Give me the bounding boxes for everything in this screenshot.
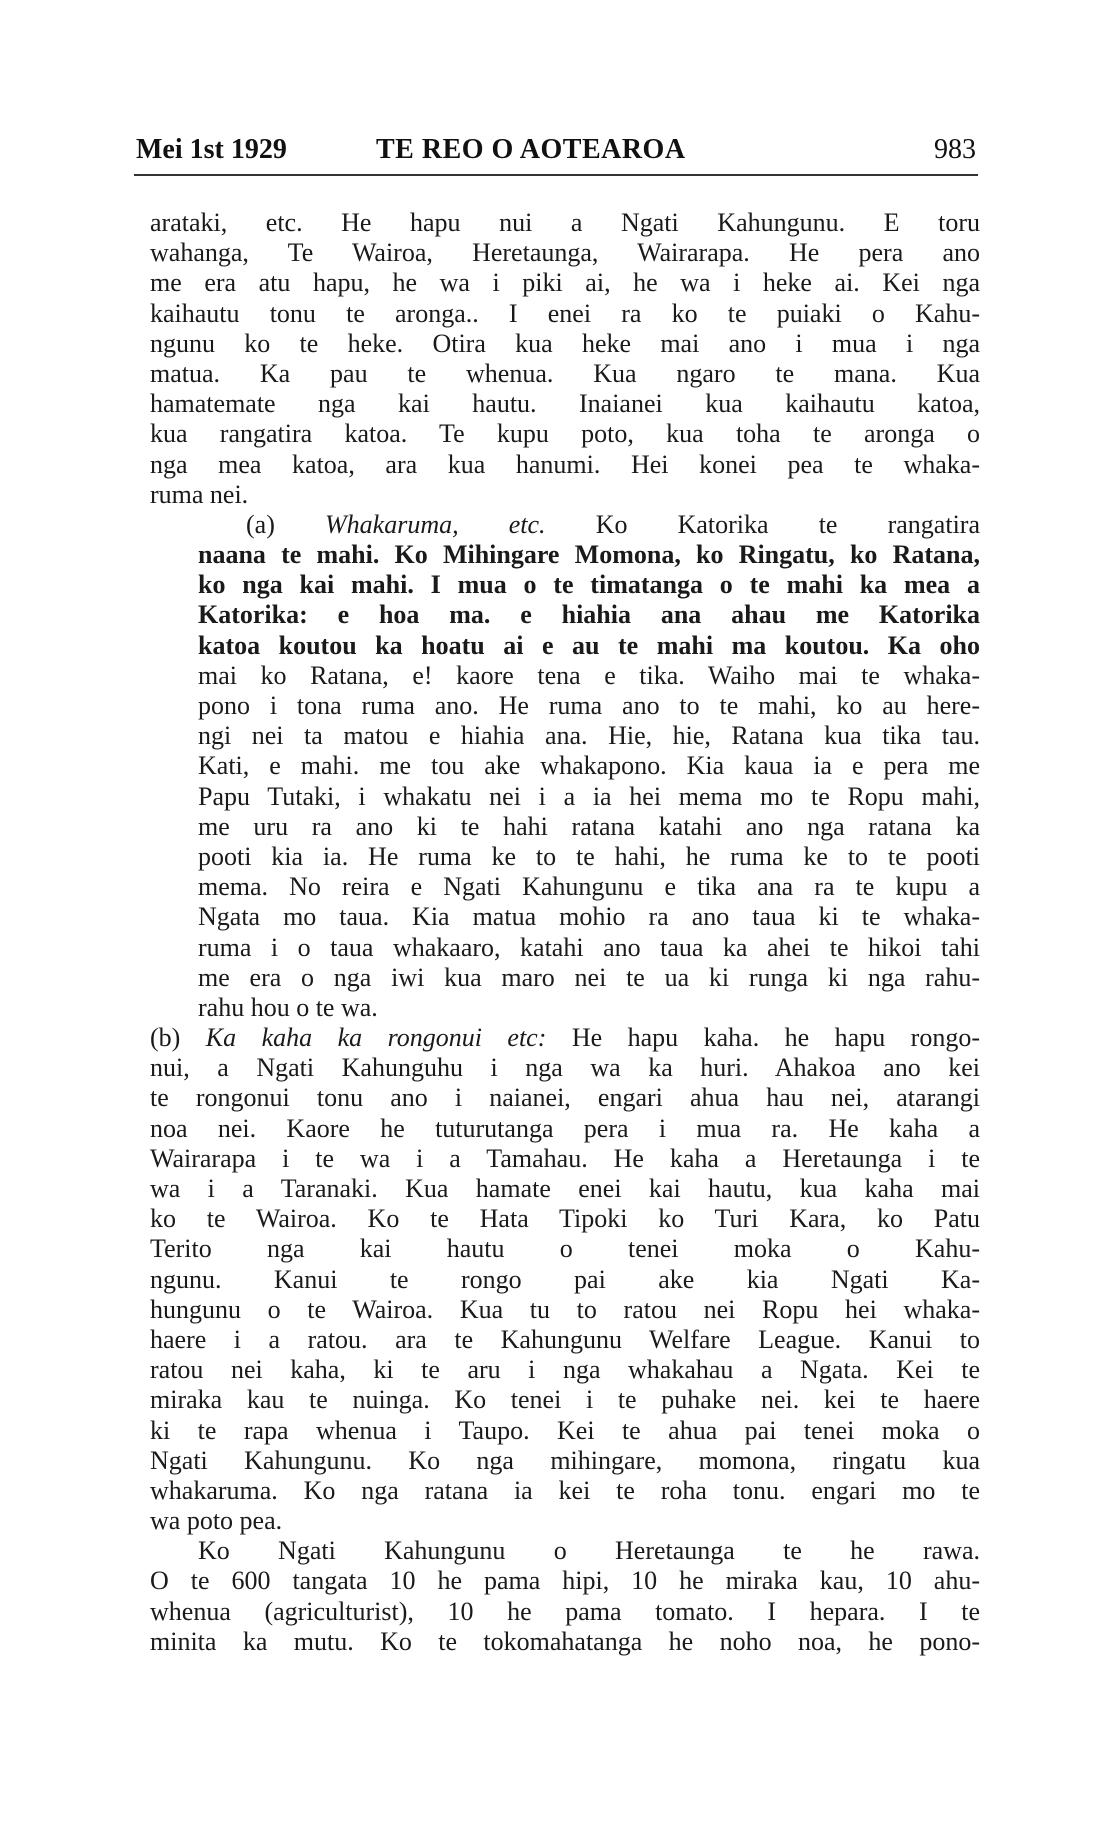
text-line: ratou nei kaha, ki te aru i nga whakahau a Ngata. Kei te bbox=[150, 1355, 980, 1385]
text-line: Ko Ngati Kahungunu o Heretaunga te he rawa. bbox=[198, 1536, 980, 1566]
text-line: pooti kia ia. He ruma ke to te hahi, he ruma ke to te pooti bbox=[198, 841, 980, 871]
text-line: arataki, etc. He hapu nui a Ngati Kahungunu. E toru bbox=[150, 208, 980, 237]
text-line: Wairarapa i te wa i a Tamahau. He kaha a Heretaunga i te bbox=[150, 1143, 980, 1173]
section-heading: Whakaruma, etc. bbox=[325, 509, 546, 539]
publication-title: TE REO O AOTEAROA bbox=[376, 134, 686, 165]
section-heading: Ka kaha ka rongonui etc: bbox=[205, 1023, 547, 1053]
paragraph-1 bbox=[150, 208, 980, 510]
text-line: ngi nei ta matou e hiahia ana. Hie, hie, Ratana kua tika tau. bbox=[198, 721, 980, 751]
text-line: whakaruma. Ko nga ratana ia kei te roha tonu. engari mo te bbox=[150, 1475, 980, 1505]
text-line: me era atu hapu, he wa i piki ai, he wa i heke ai. Kei nga bbox=[150, 268, 980, 298]
text-line: Katorika: e hoa ma. e hiahia ana ahau me Katorika bbox=[198, 600, 980, 630]
text-line: Ngata mo taua. Kia matua mohio ra ano taua ki te whaka- bbox=[198, 902, 980, 932]
text-line: nui, a Ngati Kahunguhu i nga wa ka huri. Ahakoa ano kei bbox=[150, 1053, 980, 1083]
text-line: me era o nga iwi kua maro nei te ua ki runga ki nga rahu- bbox=[198, 962, 980, 992]
text-line: hamatemate nga kai hautu. Inaianei kua kaihautu katoa, bbox=[150, 389, 980, 419]
text-line: naana te mahi. Ko Mihingare Momona, ko Ringatu, ko Ratana, bbox=[198, 540, 980, 570]
text-line: kua rangatira katoa. Te kupu poto, kua toha te aronga o bbox=[150, 419, 980, 449]
text-line: matua. Ka pau te whenua. Kua ngaro te mana. Kua bbox=[150, 358, 980, 388]
text-line: katoa koutou ka hoatu ai e au te mahi ma koutou. Ka oho bbox=[198, 630, 980, 660]
text-line: ngunu ko te heke. Otira kua heke mai ano i mua i nga bbox=[150, 328, 980, 358]
text-line: ruma i o taua whakaaro, katahi ano taua ka ahei te hikoi tahi bbox=[198, 932, 980, 962]
paragraph-a bbox=[150, 510, 980, 1023]
text-line: (b) Ka kaha ka rongonui etc: He hapu kaha. he hapu rongo- bbox=[150, 1023, 980, 1053]
text-line: Papu Tutaki, i whakatu nei i a ia hei mema mo te Ropu mahi, bbox=[198, 781, 980, 811]
text-line: ko te Wairoa. Ko te Hata Tipoki ko Turi Kara, ko Patu bbox=[150, 1204, 980, 1234]
text-line: whenua (agriculturist), 10 he pama tomato. I hepara. I te bbox=[150, 1596, 980, 1626]
text-line: nga mea katoa, ara kua hanumi. Hei konei pea te whaka- bbox=[150, 449, 980, 479]
text-line: rahu hou o te wa. bbox=[198, 992, 378, 1022]
text-line: (a) Whakaruma, etc. Ko Katorika te rangatira bbox=[246, 509, 980, 539]
article-body bbox=[150, 208, 980, 1657]
text-line: wa i a Taranaki. Kua hamate enei kai hautu, kua kaha mai bbox=[150, 1174, 980, 1203]
paragraph-c bbox=[150, 1536, 980, 1657]
text-line: wa poto pea. bbox=[150, 1506, 283, 1536]
paragraph-b bbox=[150, 1023, 980, 1536]
text-line: miraka kau te nuinga. Ko tenei i te puhake nei. kei te haere bbox=[150, 1385, 980, 1415]
header-rule bbox=[134, 174, 978, 176]
text-line: noa nei. Kaore he tuturutanga pera i mua ra. He kaha a bbox=[150, 1113, 980, 1143]
text-line: Kati, e mahi. me tou ake whakapono. Kia kaua ia e pera me bbox=[198, 751, 980, 781]
text-line: hungunu o te Wairoa. Kua tu to ratou nei Ropu hei whaka- bbox=[150, 1294, 980, 1324]
text-line: me uru ra ano ki te hahi ratana katahi ano nga ratana ka bbox=[198, 811, 980, 841]
text-line: ruma nei. bbox=[150, 479, 249, 509]
text-line: mema. No reira e Ngati Kahungunu e tika ana ra te kupu a bbox=[198, 872, 980, 902]
text-line: minita ka mutu. Ko te tokomahatanga he noho noa, he pono- bbox=[150, 1626, 980, 1656]
text-line: pono i tona ruma ano. He ruma ano to te mahi, ko au here- bbox=[198, 691, 980, 720]
text-line: mai ko Ratana, e! kaore tena e tika. Waiho mai te whaka- bbox=[198, 660, 980, 690]
text-line: wahanga, Te Wairoa, Heretaunga, Wairarapa. He pera ano bbox=[150, 238, 980, 268]
text-line: O te 600 tangata 10 he pama hipi, 10 he miraka kau, 10 ahu- bbox=[150, 1566, 980, 1596]
text-line: kaihautu tonu te aronga.. I enei ra ko te puiaki o Kahu- bbox=[150, 298, 980, 328]
header-date: Mei 1st 1929 bbox=[136, 134, 287, 165]
running-header bbox=[136, 130, 976, 170]
text-line: ngunu. Kanui te rongo pai ake kia Ngati Ka- bbox=[150, 1264, 980, 1294]
text-line: Ngati Kahungunu. Ko nga mihingare, momona, ringatu kua bbox=[150, 1445, 980, 1475]
text-line: ko nga kai mahi. I mua o te timatanga o te mahi ka mea a bbox=[198, 570, 980, 600]
page-number: 983 bbox=[934, 134, 976, 165]
text-line: Terito nga kai hautu o tenei moka o Kahu- bbox=[150, 1234, 980, 1264]
text-line: haere i a ratou. ara te Kahungunu Welfare League. Kanui to bbox=[150, 1324, 980, 1354]
text-line: te rongonui tonu ano i naianei, engari ahua hau nei, atarangi bbox=[150, 1083, 980, 1113]
text-line: ki te rapa whenua i Taupo. Kei te ahua pai tenei moka o bbox=[150, 1415, 980, 1445]
